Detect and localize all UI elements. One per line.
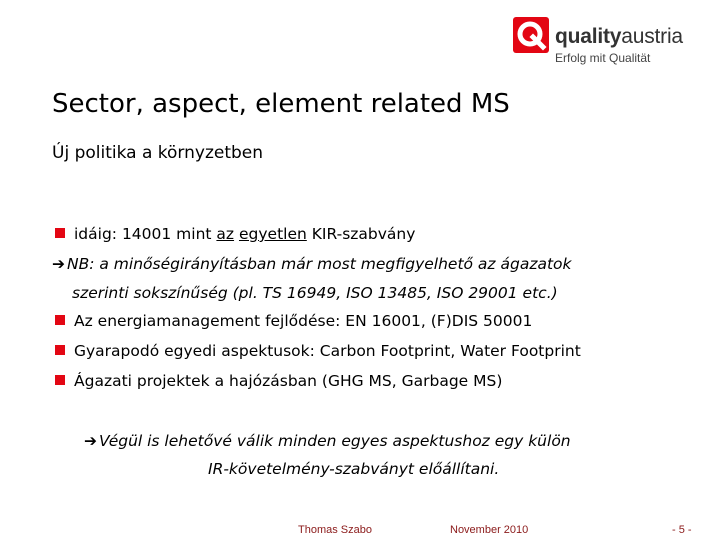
footer-date: November 2010 (450, 524, 529, 536)
quality-austria-q-logo-icon (513, 17, 549, 53)
nb-note-line2: szerinti sokszínűség (pl. TS 16949, ISO 13485, ISO 29001 etc.) (72, 284, 558, 302)
bullet-text-prefix: idáig: 14001 mint (74, 225, 217, 243)
red-square-bullet-icon (55, 315, 65, 325)
nb-note-text: NB: a minőségirányításban már most megfigyelhető az ágazatok (67, 255, 572, 273)
conclusion-line1 (84, 430, 571, 452)
slide-subtitle: Új politika a környzetben (52, 143, 264, 163)
red-square-bullet-icon (55, 345, 65, 355)
bullet-text: Gyarapodó egyedi aspektusok: Carbon Footprint, Water Footprint (74, 342, 581, 360)
logo-wordmark (555, 25, 683, 49)
red-square-bullet-icon (55, 228, 65, 238)
bullet-text-underlined: az (216, 225, 235, 243)
conclusion-text: Végül is lehetővé válik minden egyes aspektushoz egy külön (99, 432, 571, 450)
right-arrow-icon: ➔ (52, 255, 65, 273)
bullet-text-underlined: egyetlen (238, 225, 307, 243)
right-arrow-icon: ➔ (84, 432, 97, 450)
logo-name-regular: austria (621, 25, 683, 48)
footer-author: Thomas Szabo (298, 524, 372, 536)
red-square-bullet-icon (55, 375, 65, 385)
footer-page-number: - 5 - (672, 524, 692, 536)
bullet-item (55, 310, 532, 332)
bullet-text: Az energiamanagement fejlődése: EN 16001, (F)DIS 50001 (74, 312, 533, 330)
bullet-item (55, 340, 581, 362)
bullet-text-suffix: KIR-szabvány (306, 225, 416, 243)
bullet-item (55, 223, 415, 245)
nb-note-line1 (52, 253, 572, 275)
company-logo (513, 17, 713, 67)
logo-name-bold: quality (555, 25, 622, 48)
bullet-text: Ágazati projektek a hajózásban (GHG MS, Garbage MS) (74, 372, 503, 390)
slide-title: Sector, aspect, element related MS (52, 89, 510, 119)
bullet-item (55, 370, 502, 392)
conclusion-line2: IR-követelmény-szabványt előállítani. (208, 460, 500, 478)
logo-tagline: Erfolg mit Qualität (555, 51, 651, 65)
